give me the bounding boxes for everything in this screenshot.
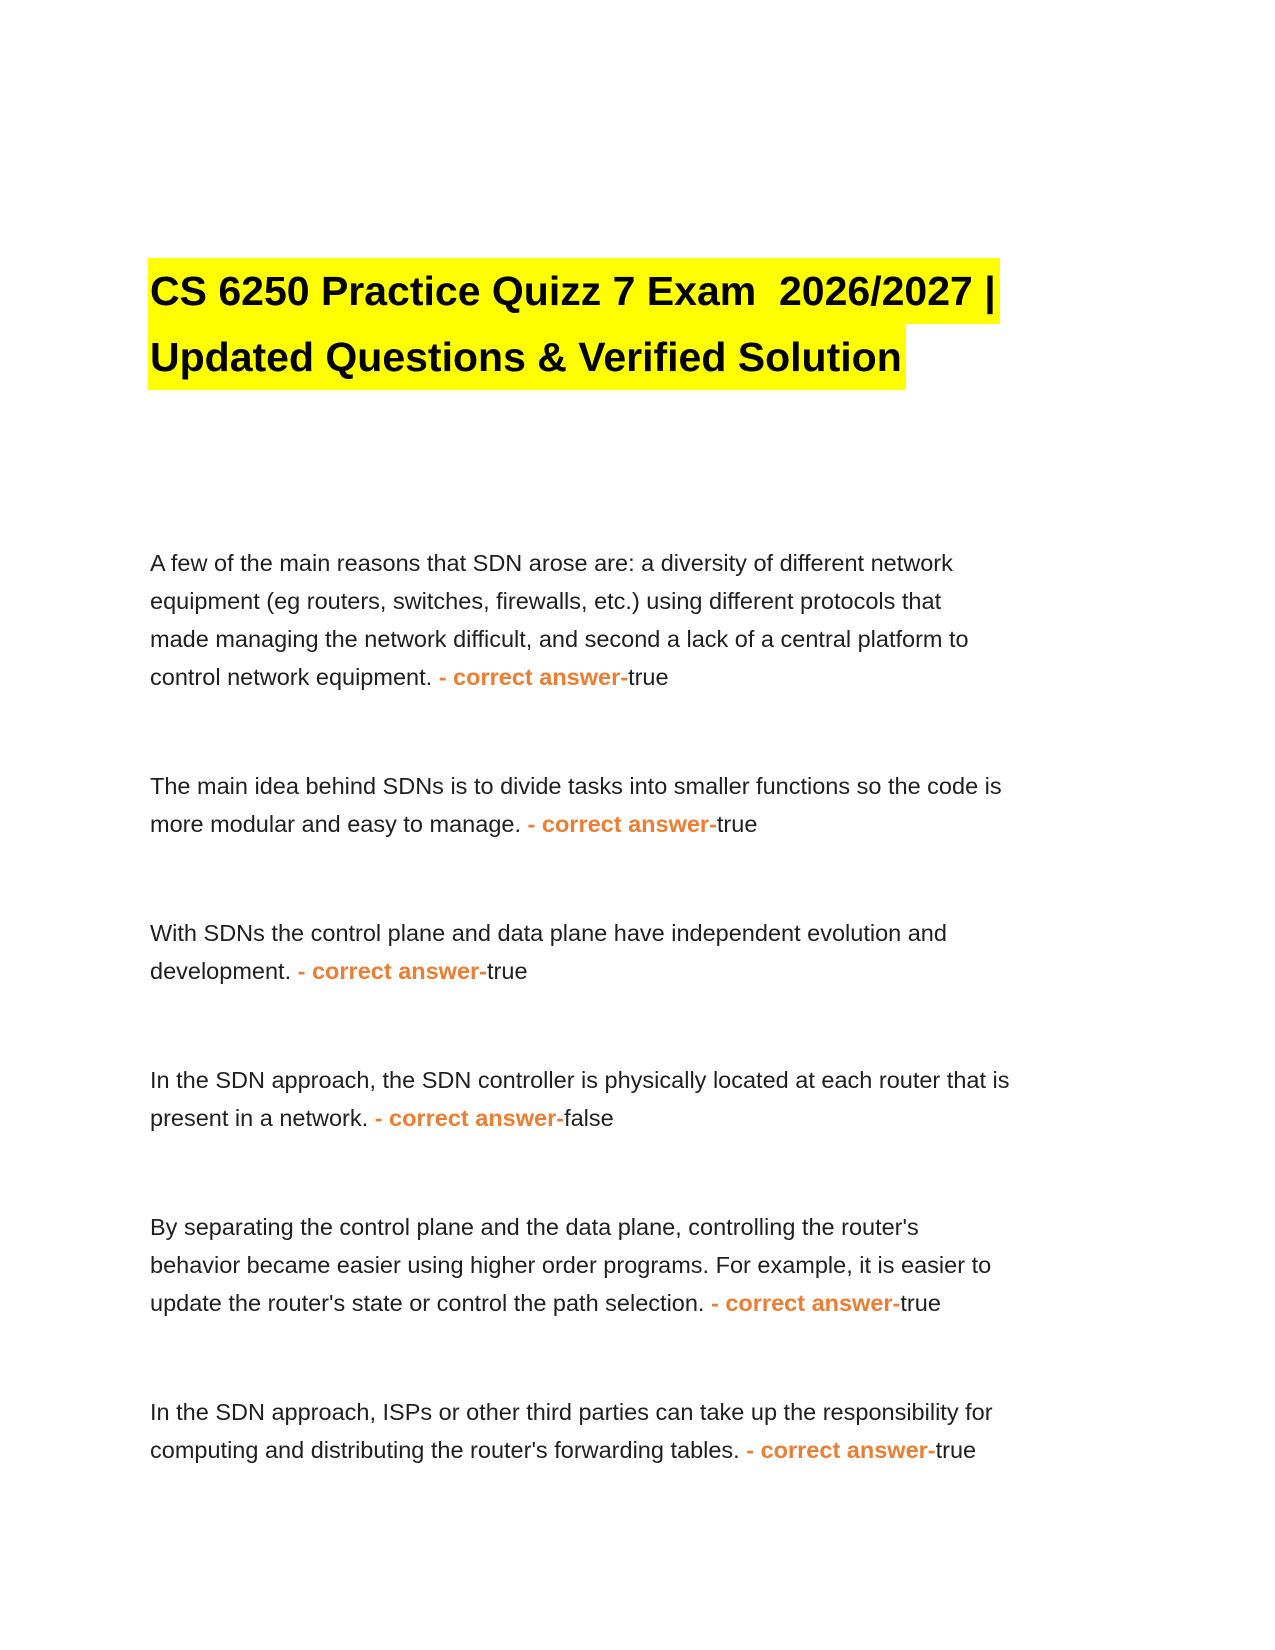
question-text: control network equipment. bbox=[150, 664, 439, 690]
answer-marker: - correct answer- bbox=[438, 664, 629, 690]
question-line: A few of the main reasons that SDN arose are: a diversity of different network bbox=[150, 550, 953, 576]
question-item bbox=[150, 1393, 1150, 1469]
question-list bbox=[150, 544, 1150, 1469]
answer-value: true bbox=[716, 811, 758, 837]
question-text: development. bbox=[150, 958, 298, 984]
question-line-last bbox=[150, 1431, 1150, 1469]
question-item bbox=[150, 1061, 1150, 1137]
title-line-2: Updated Questions & Verified Solution bbox=[148, 324, 906, 390]
question-line-last bbox=[150, 1284, 1150, 1322]
question-text: present in a network. bbox=[150, 1105, 375, 1131]
question-item bbox=[150, 544, 1150, 696]
answer-value: false bbox=[564, 1105, 614, 1131]
question-line-last bbox=[150, 658, 1150, 696]
answer-value: true bbox=[628, 664, 669, 690]
question-text: computing and distributing the router's forwarding tables. bbox=[150, 1437, 747, 1463]
question-item bbox=[150, 1208, 1150, 1322]
question-line-last bbox=[150, 805, 1150, 843]
answer-value: true bbox=[935, 1437, 977, 1463]
question-line-last bbox=[150, 1099, 1150, 1137]
answer-value: true bbox=[487, 958, 528, 984]
answer-marker: - correct answer- bbox=[297, 958, 488, 984]
answer-marker: - correct answer- bbox=[746, 1437, 936, 1463]
answer-value: true bbox=[900, 1290, 941, 1316]
question-text: update the router's state or control the path selection. bbox=[150, 1290, 711, 1316]
question-line: By separating the control plane and the data plane, controlling the router's bbox=[150, 1214, 919, 1240]
question-item bbox=[150, 914, 1150, 990]
question-line: With SDNs the control plane and data plane have independent evolution and bbox=[150, 920, 947, 946]
question-line: The main idea behind SDNs is to divide tasks into smaller functions so the code is bbox=[150, 773, 1002, 799]
question-line-last bbox=[150, 952, 1150, 990]
question-line: In the SDN approach, the SDN controller is physically located at each router that is bbox=[150, 1067, 1010, 1093]
question-item bbox=[150, 767, 1150, 843]
title-line-1: CS 6250 Practice Quizz 7 Exam 2026/2027 | bbox=[148, 258, 1000, 324]
question-line: made managing the network difficult, and second a lack of a central platform to bbox=[150, 626, 969, 652]
question-line: behavior became easier using higher order programs. For example, it is easier to bbox=[150, 1252, 992, 1278]
document-title bbox=[148, 258, 1148, 390]
question-line: equipment (eg routers, switches, firewalls, etc.) using different protocols that bbox=[150, 588, 942, 614]
answer-marker: - correct answer- bbox=[374, 1105, 565, 1131]
question-line: In the SDN approach, ISPs or other third parties can take up the responsibility for bbox=[150, 1399, 993, 1425]
answer-marker: - correct answer- bbox=[527, 811, 717, 837]
question-text: more modular and easy to manage. bbox=[150, 811, 528, 837]
answer-marker: - correct answer- bbox=[711, 1290, 901, 1316]
